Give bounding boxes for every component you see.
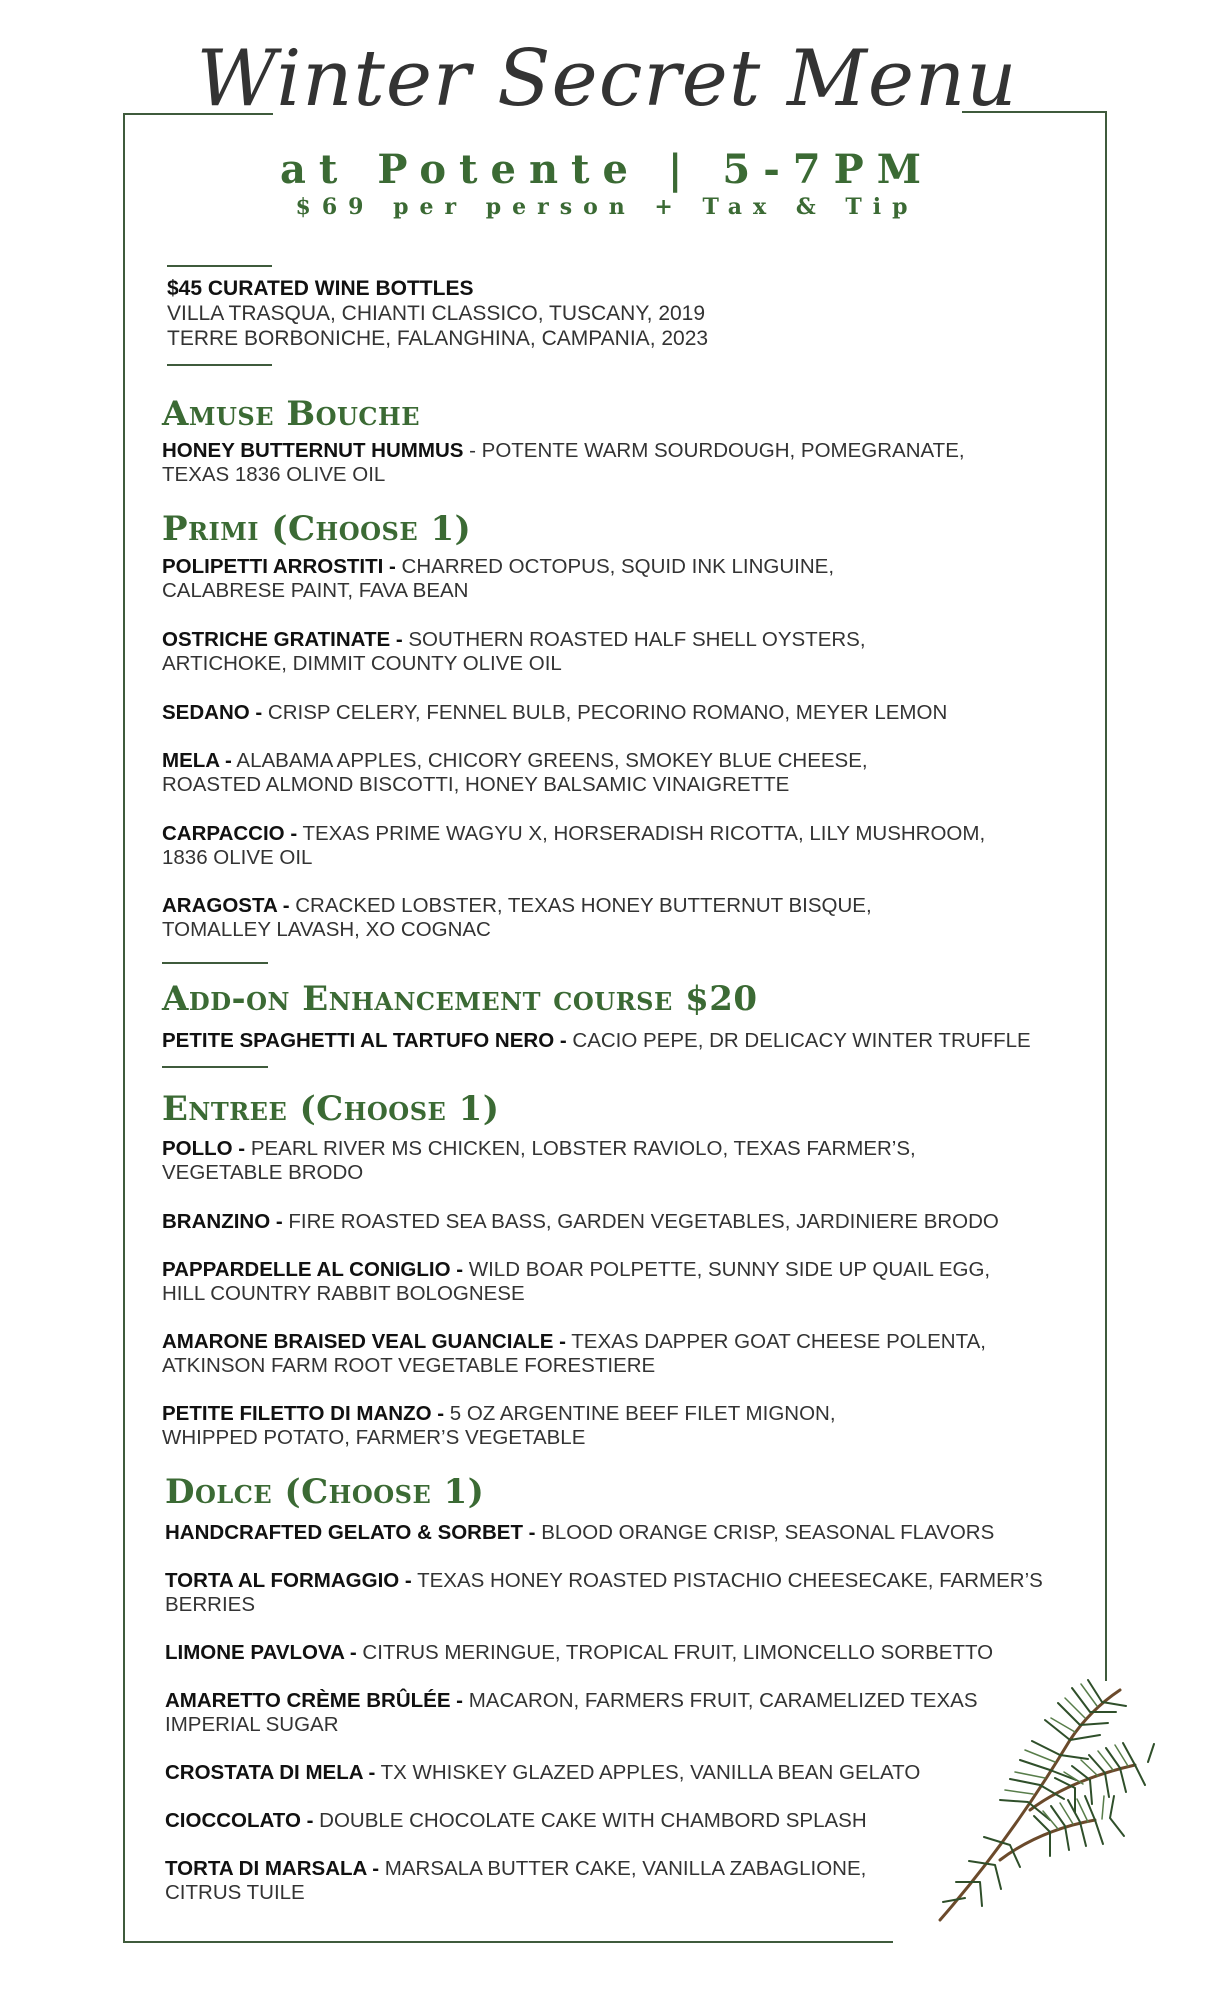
item-desc: DOUBLE CHOCOLATE CAKE WITH CHAMBORD SPLASH (313, 1809, 867, 1832)
section-title-addon: Add-on Enhancement course $20 (162, 979, 758, 1019)
item-name: CROSTATA DI MELA - (165, 1761, 376, 1784)
divider (167, 364, 272, 366)
divider (162, 962, 268, 964)
item-desc-cont: ATKINSON FARM ROOT VEGETABLE FORESTIERE (162, 1354, 656, 1377)
menu-item (162, 1029, 1082, 1053)
item-desc: ALABAMA APPLES, CHICORY GREENS, SMOKEY BLUE CHEESE, (231, 749, 868, 772)
wine-heading: $45 CURATED WINE BOTTLES (167, 277, 474, 300)
item-desc: BLOOD ORANGE CRISP, SEASONAL FLAVORS (535, 1521, 995, 1544)
item-separator: - (463, 439, 482, 462)
item-name: AMARONE BRAISED VEAL GUANCIALE - (162, 1330, 566, 1353)
menu-item (165, 1521, 1085, 1545)
item-name: ARAGOSTA - (162, 894, 290, 917)
item-name: HONEY BUTTERNUT HUMMUS (162, 439, 464, 462)
item-desc: CRISP CELERY, FENNEL BULB, PECORINO ROMANO, MEYER LEMON (262, 701, 948, 724)
item-desc-cont: IMPERIAL SUGAR (165, 1713, 339, 1736)
item-desc: MACARON, FARMERS FRUIT, CARAMELIZED TEXAS (463, 1689, 978, 1712)
item-desc: PEARL RIVER MS CHICKEN, LOBSTER RAVIOLO, TEXAS FARMER’S, (245, 1137, 916, 1160)
location-time: at Potente | 5-7PM (280, 146, 934, 193)
item-desc: WILD BOAR POLPETTE, SUNNY SIDE UP QUAIL EGG, (463, 1258, 991, 1281)
item-name: POLIPETTI ARROSTITI - (162, 555, 396, 578)
menu-item (162, 1258, 1082, 1306)
item-desc: TEXAS HONEY ROASTED PISTACHIO CHEESECAKE, FARMER’S (411, 1569, 1043, 1592)
item-desc: FIRE ROASTED SEA BASS, GARDEN VEGETABLES, JARDINIERE BRODO (282, 1210, 999, 1233)
item-name: PETITE SPAGHETTI AL TARTUFO NERO - (162, 1029, 567, 1052)
menu-item (162, 894, 1082, 942)
item-desc: TEXAS PRIME WAGYU X, HORSERADISH RICOTTA, LILY MUSHROOM, (297, 822, 986, 845)
menu-item (162, 822, 1082, 870)
item-desc-cont: TEXAS 1836 OLIVE OIL (162, 463, 386, 486)
item-name: BRANZINO - (162, 1210, 283, 1233)
item-name: MELA - (162, 749, 232, 772)
item-desc-cont: BERRIES (165, 1593, 255, 1616)
pine-branch-icon (920, 1670, 1160, 1930)
item-desc: CHARRED OCTOPUS, SQUID INK LINGUINE, (395, 555, 835, 578)
menu-item (165, 1761, 945, 1785)
item-name: TORTA DI MARSALA - (165, 1857, 380, 1880)
item-name: PAPPARDELLE AL CONIGLIO - (162, 1258, 464, 1281)
menu-item (162, 555, 1082, 603)
item-desc: 5 OZ ARGENTINE BEEF FILET MIGNON, (444, 1402, 836, 1425)
item-name: PETITE FILETTO DI MANZO - (162, 1402, 445, 1425)
menu-item (162, 701, 1082, 725)
section-title-amuse: Amuse Bouche (162, 394, 420, 434)
menu-item (162, 1402, 1082, 1450)
section-title-primi: Primi (Choose 1) (162, 509, 472, 549)
item-name: CARPACCIO - (162, 822, 298, 845)
menu-item (162, 1330, 1082, 1378)
frame-bottom (123, 1941, 893, 1943)
menu-item (165, 1857, 925, 1905)
divider (162, 1066, 268, 1068)
item-desc: SOUTHERN ROASTED HALF SHELL OYSTERS, (402, 628, 866, 651)
item-name: POLLO - (162, 1137, 246, 1160)
menu-item (165, 1641, 1085, 1665)
item-desc: CRACKED LOBSTER, TEXAS HONEY BUTTERNUT BISQUE, (289, 894, 872, 917)
menu-item (162, 628, 1082, 676)
divider (167, 265, 272, 267)
menu-item (165, 1809, 945, 1833)
item-desc-cont: 1836 OLIVE OIL (162, 846, 313, 869)
item-desc-cont: VEGETABLE BRODO (162, 1161, 364, 1184)
item-desc-cont: CITRUS TUILE (165, 1881, 305, 1904)
item-desc-cont: HILL COUNTRY RABBIT BOLOGNESE (162, 1282, 525, 1305)
item-name: SEDANO - (162, 701, 263, 724)
item-desc-cont: ROASTED ALMOND BISCOTTI, HONEY BALSAMIC VINAIGRETTE (162, 773, 790, 796)
item-desc-cont: ARTICHOKE, DIMMIT COUNTY OLIVE OIL (162, 652, 562, 675)
frame-right (1105, 111, 1107, 1681)
item-name: LIMONE PAVLOVA - (165, 1641, 357, 1664)
item-name: AMARETTO CRÈME BRÛLÉE - (165, 1689, 464, 1712)
menu-item (162, 439, 1082, 487)
page-title: Winter Secret Menu (196, 34, 1018, 124)
section-title-dolce: Dolce (Choose 1) (165, 1472, 485, 1512)
item-desc: TEXAS DAPPER GOAT CHEESE POLENTA, (565, 1330, 986, 1353)
item-desc: CITRUS MERINGUE, TROPICAL FRUIT, LIMONCELLO SORBETTO (356, 1641, 994, 1664)
item-desc: TX WHISKEY GLAZED APPLES, VANILLA BEAN GELATO (375, 1761, 921, 1784)
price-line: $69 per person + Tax & Tip (295, 194, 919, 220)
item-name: OSTRICHE GRATINATE - (162, 628, 403, 651)
item-desc-cont: TOMALLEY LAVASH, XO COGNAC (162, 918, 491, 941)
item-desc: CACIO PEPE, DR DELICACY WINTER TRUFFLE (566, 1029, 1031, 1052)
menu-item (162, 1210, 1082, 1234)
wine-block (167, 276, 708, 351)
item-desc: MARSALA BUTTER CAKE, VANILLA ZABAGLIONE, (379, 1857, 867, 1880)
item-desc: POTENTE WARM SOURDOUGH, POMEGRANATE, (481, 439, 965, 462)
menu-item (165, 1569, 1085, 1617)
section-title-entree: Entree (Choose 1) (162, 1089, 500, 1129)
frame-left (123, 113, 125, 1943)
item-desc-cont: CALABRESE PAINT, FAVA BEAN (162, 579, 469, 602)
wine-bottle: VILLA TRASQUA, CHIANTI CLASSICO, TUSCANY, 2019 (167, 302, 706, 325)
menu-item (165, 1689, 1005, 1737)
item-name: TORTA AL FORMAGGIO - (165, 1569, 412, 1592)
item-name: HANDCRAFTED GELATO & SORBET - (165, 1521, 536, 1544)
item-name: CIOCCOLATO - (165, 1809, 314, 1832)
item-desc-cont: WHIPPED POTATO, FARMER’S VEGETABLE (162, 1426, 586, 1449)
menu-item (162, 1137, 1082, 1185)
wine-bottle: TERRE BORBONICHE, FALANGHINA, CAMPANIA, 2023 (167, 327, 709, 350)
menu-item (162, 749, 1082, 797)
